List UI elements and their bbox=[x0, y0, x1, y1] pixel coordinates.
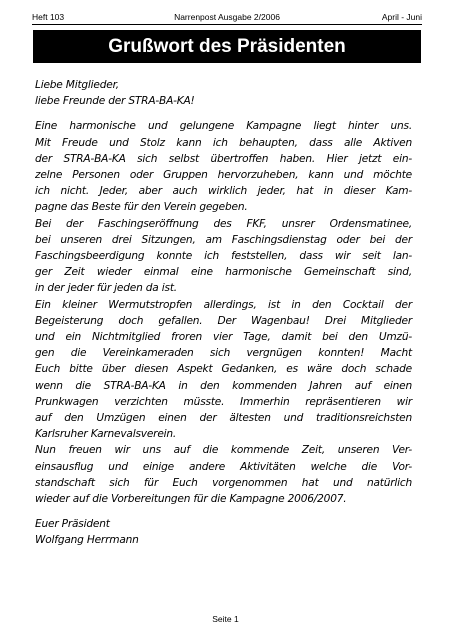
body-line: Eine harmonische und gelungene Kampagne liegt hinter uns. bbox=[35, 120, 412, 133]
body-line: ich nicht. Jeder, aber auch wirklich jeder, hat in dieser Kam- bbox=[35, 185, 412, 198]
body-line: gen die Vereinkameraden sich vergnügen konnten! Macht bbox=[35, 347, 412, 360]
body-line: Euch bitte über diesen Aspekt Gedanken, es wäre doch schade bbox=[35, 363, 412, 376]
body-line: einsausflug und einige andere Aktivitäten welche die Vor- bbox=[35, 460, 412, 473]
signature-line: Wolfgang Herrmann bbox=[35, 534, 139, 547]
article-body bbox=[35, 77, 412, 549]
body-line: der STRA-BA-KA sich selbst übertroffen haben. Hier jetzt ein- bbox=[35, 152, 412, 165]
body-line: wenn die STRA-BA-KA in den kommenden Jahren auf einen bbox=[35, 379, 412, 392]
body-line: Nun freuen wir uns auf die kommende Zeit, unseren Ver- bbox=[35, 444, 412, 457]
body-line: bei unseren drei Sitzungen, am Faschingsdienstag oder bei der bbox=[35, 233, 412, 246]
body-line: in der jeder für jeden da ist. bbox=[35, 282, 177, 295]
greeting bbox=[35, 77, 412, 109]
body-line: und ein Nichtmitglied froren vier Tage, damit bei den Umzü- bbox=[35, 331, 412, 344]
body-line: Bei der Faschingseröffnung des FKF, unsrer Ordensmatinee, bbox=[35, 217, 412, 230]
greeting-line: Liebe Mitglieder, bbox=[35, 79, 119, 91]
issue-number: Heft 103 bbox=[32, 12, 65, 22]
article-title: Grußwort des Präsidenten bbox=[33, 30, 421, 63]
body-line: Faschingsbeerdigung konnte ich feststellen, dass wir seit lan- bbox=[35, 250, 412, 263]
page-number: Seite 1 bbox=[212, 614, 239, 624]
main-text bbox=[35, 118, 412, 507]
body-line: pagne das Beste für den Verein gegeben. bbox=[35, 201, 248, 214]
body-line: Ein kleiner Wermutstropfen allerdings, ist in den Cocktail der bbox=[35, 298, 412, 311]
paragraph-gap bbox=[35, 507, 412, 516]
body-line: zelne Personen oder Gruppen hervorzuheben, kann und möchte bbox=[35, 169, 412, 182]
greeting-line: liebe Freunde der STRA-BA-KA! bbox=[35, 95, 195, 108]
body-line: wieder auf die Vorbereitungen für die Kampagne 2006/2007. bbox=[35, 493, 347, 506]
body-line: Begeisterung doch gefallen. Der Wagenbau! Drei Mitglieder bbox=[35, 314, 412, 327]
body-line: Karlsruher Karnevalsverein. bbox=[35, 428, 177, 441]
publication-title: Narrenpost Ausgabe 2/2006 bbox=[174, 12, 280, 22]
header-divider bbox=[32, 24, 422, 25]
page-header bbox=[32, 10, 422, 24]
paragraph-gap bbox=[35, 109, 412, 118]
issue-period: April - Juni bbox=[381, 12, 422, 22]
body-line: Mit Freude und Stolz kann ich behaupten, dass alle Aktiven bbox=[35, 136, 412, 149]
body-line: ger Zeit wieder einmal eine harmonische Gemeinschaft sind, bbox=[35, 266, 412, 279]
signature-line: Euer Präsident bbox=[35, 518, 110, 531]
body-line: auf den Umzügen einen der ältesten und traditionsreichsten bbox=[35, 412, 412, 425]
body-line: Prunkwagen verzichten müsste. Immerhin repräsentieren wir bbox=[35, 395, 412, 408]
signature bbox=[35, 516, 412, 548]
body-line: standschaft sich für Euch vorgenommen hat und natürlich bbox=[35, 476, 412, 489]
